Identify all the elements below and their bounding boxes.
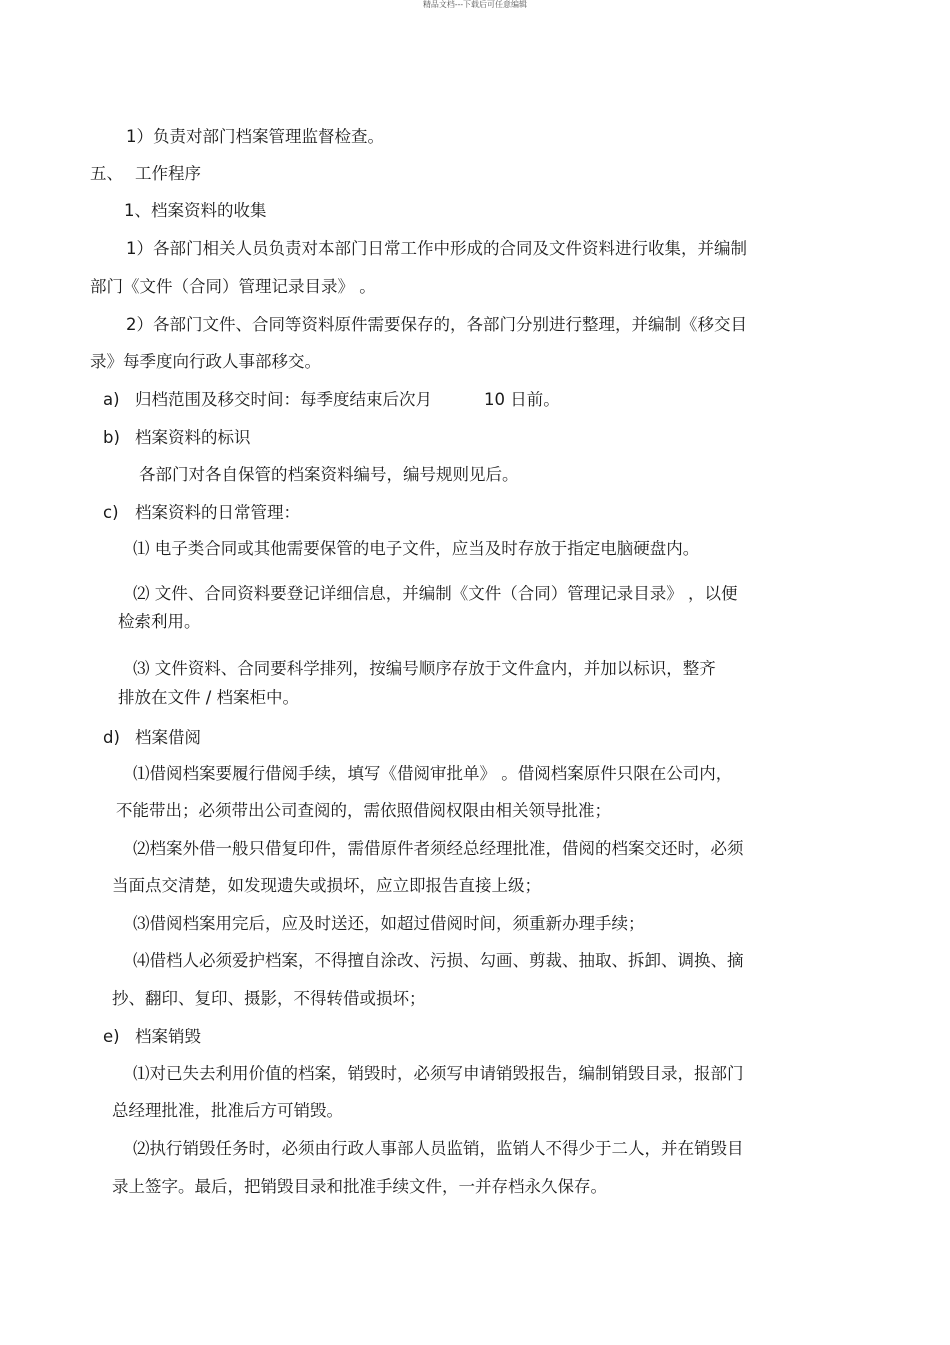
text-line: 抄、翻印、复印、摄影，不得转借或损坏； — [112, 989, 426, 1008]
text-line: 各部门对各自保管的档案资料编号，编号规则见后。 — [139, 465, 519, 484]
text-line: 总经理批准，批准后方可销毁。 — [112, 1101, 343, 1120]
list-marker: d) — [103, 728, 120, 747]
text-line: 部门《文件（合同）管理记录目录》 。 — [90, 277, 376, 296]
text-line: ⑷借档人必须爱护档案，不得擅自涂改、污损、勾画、剪裁、抽取、拆卸、调换、摘 — [133, 951, 744, 970]
text-line: ⑴借阅档案要履行借阅手续，填写《借阅审批单》 。借阅档案原件只限在公司内， — [133, 764, 733, 783]
list-item-text: 档案借阅 — [135, 728, 201, 747]
text-line: ⑴ 电子类合同或其他需要保管的电子文件，应当及时存放于指定电脑硬盘内。 — [133, 539, 700, 558]
text-line: ⑵档案外借一般只借复印件，需借原件者须经总经理批准，借阅的档案交还时，必须 — [133, 839, 744, 858]
list-marker: a) — [103, 390, 120, 409]
list-item-text: 归档范围及移交时间：每季度结束后次月 — [135, 390, 432, 409]
text-line: 录》每季度向行政人事部移交。 — [90, 352, 321, 371]
page-header: 精品文档---下载后可任意编辑 — [422, 0, 528, 9]
text-line: 排放在文件 / 档案柜中。 — [118, 688, 300, 707]
list-item-text: 10 日前。 — [484, 390, 560, 409]
text-line: 不能带出；必须带出公司查阅的，需依照借阅权限由相关领导批准； — [116, 801, 611, 820]
list-marker: c) — [103, 503, 119, 522]
list-marker: e) — [103, 1027, 120, 1046]
text-line: ⑴对已失去利用价值的档案，销毁时，必须写申请销毁报告，编制销毁目录，报部门 — [133, 1064, 744, 1083]
text-line: ⑶借阅档案用完后，应及时送还，如超过借阅时间，须重新办理手续； — [133, 914, 645, 933]
text-line: ⑵ 文件、合同资料要登记详细信息，并编制《文件（合同）管理记录目录》 ，以便 — [133, 584, 738, 603]
text-line: ⑶ 文件资料、合同要科学排列，按编号顺序存放于文件盒内，并加以标识，整齐 — [133, 659, 716, 678]
section-title: 工作程序 — [135, 164, 201, 183]
section-number: 五、 — [90, 164, 123, 183]
text-line: ⑵执行销毁任务时，必须由行政人事部人员监销，监销人不得少于二人，并在销毁目 — [133, 1139, 744, 1158]
text-line: 当面点交清楚，如发现遗失或损坏，应立即报告直接上级； — [112, 876, 541, 895]
text-line: 2）各部门文件、合同等资料原件需要保存的，各部门分别进行整理，并编制《移交目 — [126, 315, 747, 334]
list-item-text: 档案销毁 — [135, 1027, 201, 1046]
text-line: 录上签字。最后，把销毁目录和批准手续文件，一并存档永久保存。 — [112, 1177, 607, 1196]
text-line: 1）各部门相关人员负责对本部门日常工作中形成的合同及文件资料进行收集，并编制 — [126, 239, 747, 258]
list-item-text: 档案资料的日常管理： — [135, 503, 300, 522]
subsection-title: 1、档案资料的收集 — [124, 201, 267, 220]
list-item-text: 档案资料的标识 — [135, 428, 251, 447]
text-line: 1）负责对部门档案管理监督检查。 — [126, 127, 384, 146]
list-marker: b) — [103, 428, 120, 447]
text-line: 检索利用。 — [118, 612, 201, 631]
